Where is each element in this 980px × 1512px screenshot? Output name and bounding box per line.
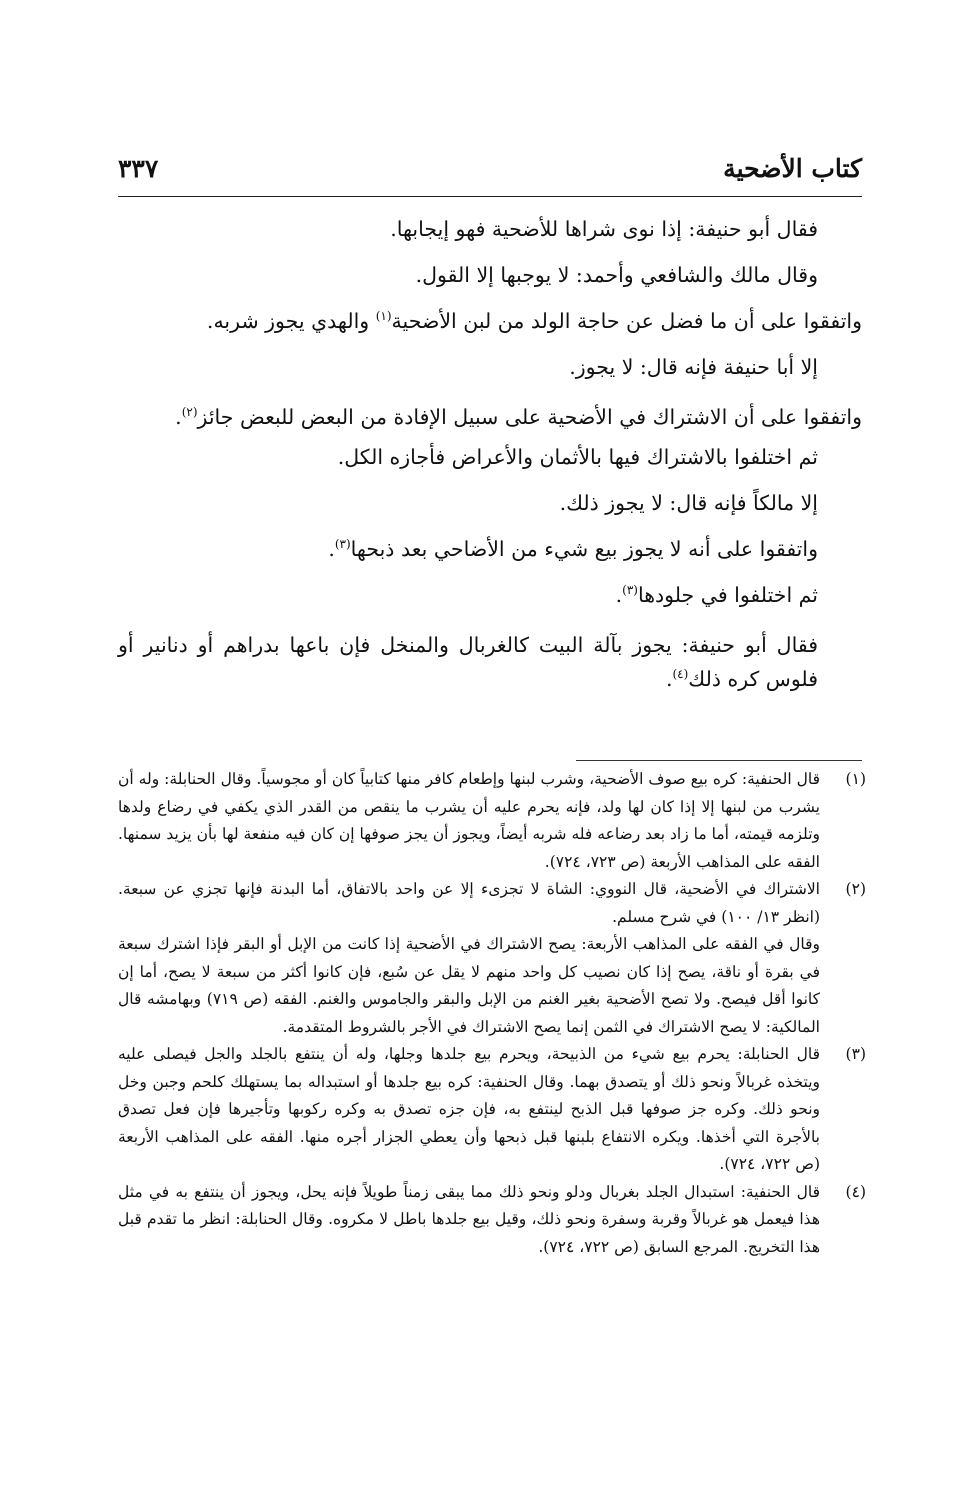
- paragraph: فقال أبو حنيفة: إذا نوى شراها للأضحية فهو إيجابها.: [390, 217, 818, 241]
- paragraph: واتفقوا على أنه لا يجوز بيع شيء من الأضاحي بعد ذبحها$^{(٣)}$.: [328, 537, 818, 561]
- footnote-ref[interactable]: (٣): [622, 583, 638, 598]
- footnotes: [118, 766, 866, 1261]
- page-header: [118, 150, 862, 194]
- footnote: [118, 766, 866, 876]
- footnote-ref[interactable]: (١): [375, 309, 392, 324]
- running-title: كتاب الأضحية: [723, 154, 862, 183]
- footnote-text: قال الحنابلة: يحرم بيع شيء من الذبيحة، ويحرم بيع جلدها وجلها، وله أن ينتفع بالجلد والجل فيصلى عليه ويتخذه غربالاً ونحو ذلك أو يتصدق بهما. وقال الحنفية: كره بيع جلدها أو استبداله بما يستهلك كلحم وجبن وخل ونحو ذلك. وكره جز صوفها قبل الذبح لينتفع به، فإن جزه تصدق به وكره ركوبها وتأجيرها فإن فعل تصدق بالأجرة التي أخذها. ويكره الانتفاع بلبنها قبل ذبحها وأن يعطي الجزار أجره منها. الفقه على المذاهب الأربعة (ص ٧٢٢، ٧٢٤).: [118, 1045, 820, 1173]
- footnote-text: قال الحنفية: استبدال الجلد بغربال ودلو ونحو ذلك مما يبقى زمناً طويلاً فإنه يحل، ويجوز أن ينتفع به في مثل هذا فيعمل هو غربالاً وقربة وسفرة ونحو ذلك، وقيل بيع جلدها باطل لا مكروه. وقال الحنابلة: انظر ما تقدم قبل هذا التخريج. المرجع السابق (ص ٧٢٢، ٧٢٤).: [118, 1182, 820, 1256]
- header-rule: [118, 196, 862, 197]
- footnote: [118, 876, 866, 1041]
- main-text: [118, 206, 862, 696]
- paragraph: ثم اختلفوا في جلودها$^{(٣)}$.: [615, 583, 818, 607]
- paragraph: واتفقوا على أن الاشتراك في الأضحية على سبيل الإفادة من البعض للبعض جائز$^{(٢)}$.: [175, 405, 862, 429]
- footnote-text: قال الحنفية: كره بيع صوف الأضحية، وشرب لبنها وإطعام كافر منها كتابياً كان أو مجوسياً. وقال الحنابلة: وله أن يشرب من لبنها إلا إذا كان لها ولد، فإنه يحرم عليه أن يشرب ما ينقص من القدر الذي يكفي في رضاع ولدها وتلزمه قيمته، أما ما زاد بعد رضاعه فله شربه أيضاً، ويجوز أن يجز صوفها إن كان فيه منفعة لها بأن يزيد سمنها. الفقه على المذاهب الأربعة (ص ٧٢٣، ٧٢٤).: [118, 770, 820, 871]
- footnote-ref[interactable]: (٤): [672, 667, 689, 682]
- footnote-number: (٤): [845, 1182, 866, 1201]
- paragraph: فقال أبو حنيفة: يجوز بآلة البيت كالغربال والمنخل فإن باعها بدراهم أو دنانير أو فلوس كره ذلك$^{(٤)}$.: [118, 633, 818, 691]
- footnote-number: (١): [845, 770, 866, 788]
- page-number: ٣٣٧: [118, 154, 159, 183]
- footnote-number: (٢): [845, 880, 866, 898]
- footnote-ref[interactable]: (٢): [181, 405, 198, 420]
- paragraph: واتفقوا على أن ما فضل عن حاجة الولد من لبن الأضحية$^{(١)}$ والهدي يجوز شربه.: [206, 309, 862, 333]
- paragraph: ثم اختلفوا بالاشتراك فيها بالأثمان والأعراض فأجازه الكل.: [337, 445, 818, 469]
- footnote-number: (٣): [845, 1045, 866, 1063]
- footnote-text: الاشتراك في الأضحية، قال النووي: الشاة لا تجزىء إلا عن واحد بالاتفاق، أما البدنة فإنها تجزي عن سبعة. (انظر ١٣/ ١٠٠) في شرح مسلم. وقال في الفقه على المذاهب الأربعة: يصح الاشتراك في الأضحية إذا كانت من الإبل أو البقر فإذا اشترك سبعة في بقرة أو ناقة، يصح إذا كان نصيب كل واحد منهم لا يقل عن سُبع، فإن كانوا أكثر من سبعة لا يصح، أما إن كانوا أقل فيصح. ولا تصح الأضحية بغير الغنم من الإبل والبقر والجاموس والغنم. الفقه (ص ٧١٩) وبهامشه قال المالكية: لا يصح الاشتراك في الثمن إنما يصح الاشتراك في الأجر بالشروط المتقدمة.: [118, 880, 820, 1036]
- paragraph: إلا أبا حنيفة فإنه قال: لا يجوز.: [569, 355, 818, 379]
- footnote-ref[interactable]: (٣): [334, 537, 351, 552]
- paragraph: وقال مالك والشافعي وأحمد: لا يوجبها إلا القول.: [415, 263, 818, 287]
- footnote: [118, 1041, 866, 1179]
- footnote: [118, 1179, 866, 1262]
- paragraph: إلا مالكاً فإنه قال: لا يجوز ذلك.: [559, 491, 818, 515]
- footnote-separator: [576, 760, 862, 761]
